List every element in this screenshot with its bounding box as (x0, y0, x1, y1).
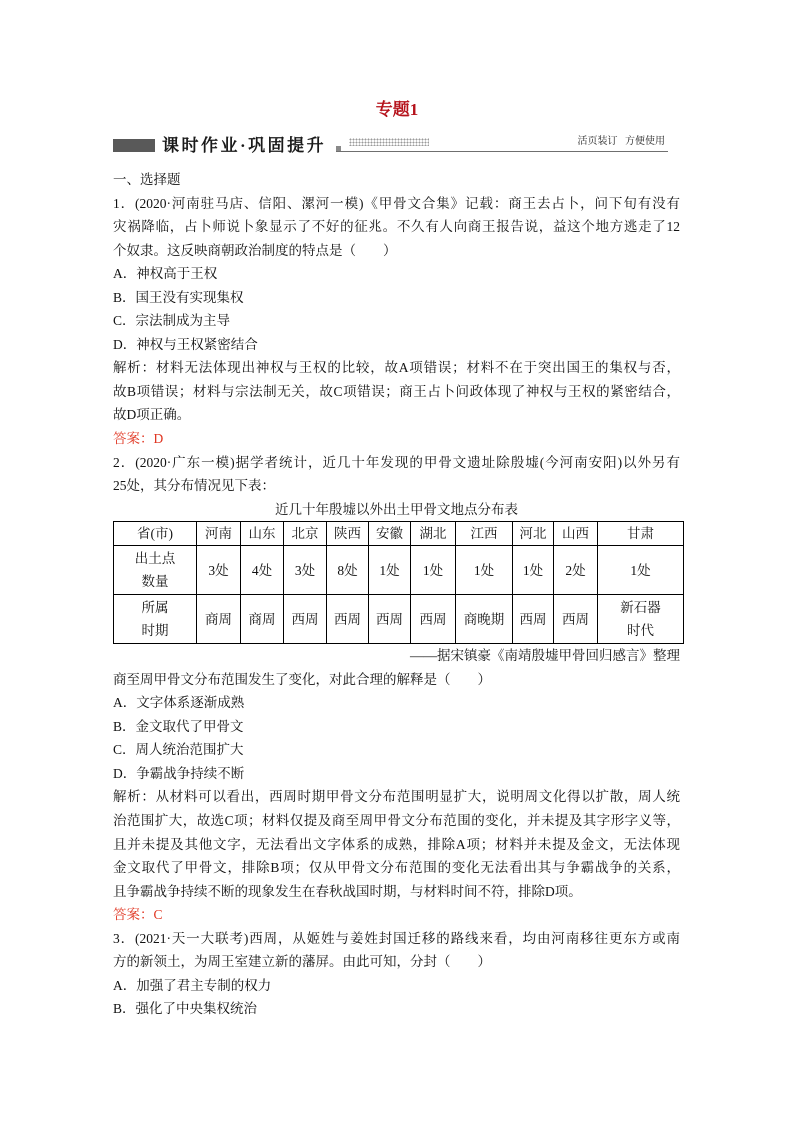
q2-analysis-line: 且争霸战争持续不断的现象发生在春秋战国时期，与材料时间不符，排除D项。 (113, 883, 582, 899)
table-header-cell: 北京 (284, 522, 327, 546)
table-row-label-cell (114, 546, 197, 595)
table-source: ——据宋镇豪《南靖殷墟甲骨回归感言》整理 (410, 648, 680, 664)
table-cell: 西周 (513, 595, 554, 644)
table-cell: 8处 (327, 546, 369, 595)
q1-stem-line: 灾祸降临，占卜师说卜象显示了不好的征兆。不久有人向商王报告说，益这个地方逃走了12 (113, 219, 680, 235)
table-cell: 3处 (197, 546, 241, 595)
table-cell: 西周 (369, 595, 411, 644)
page-title: 专题1 (375, 100, 419, 119)
table-cell: 商晚期 (456, 595, 513, 644)
table-cell: 西周 (327, 595, 369, 644)
q2-analysis-line: 治范围扩大，故选C项；材料仅提及商至周甲骨文分布范围的变化，并未提及其字形字义等， (113, 813, 680, 829)
document-body (113, 168, 680, 1021)
table-header-cell: 湖北 (411, 522, 456, 546)
table-row (114, 595, 684, 644)
table-cell: 西周 (284, 595, 327, 644)
q1-answer: 答案：D (113, 431, 164, 447)
q3-option-b: B．强化了中央集权统治 (113, 1001, 258, 1017)
table-cell: 西周 (411, 595, 456, 644)
table-row-label-cell (114, 595, 197, 644)
section-heading: 一、选择题 (113, 172, 181, 187)
q2-answer: 答案：C (113, 907, 163, 923)
table-cell: 1处 (411, 546, 456, 595)
section-banner (0, 0, 794, 160)
q2-stem-line: 25处，其分布情况见下表： (113, 478, 275, 494)
table-header-row (114, 522, 684, 546)
table-cell: 3处 (284, 546, 327, 595)
table-cell: 1处 (513, 546, 554, 595)
q1-option-d: D．神权与王权紧密结合 (113, 336, 258, 352)
table-header-cell: 甘肃 (598, 522, 684, 546)
table-cell: 1处 (456, 546, 513, 595)
q1-analysis-line: 故D项正确。 (113, 407, 191, 423)
q1-option-b: B．国王没有实现集权 (113, 289, 244, 305)
q3-stem-line: 方的新领土，为周王室建立新的藩屏。由此可知，分封（ ） (113, 954, 491, 970)
table-header-cell: 安徽 (369, 522, 411, 546)
banner-dots-pattern (349, 138, 429, 146)
table-row-label: 出土点数量 (134, 551, 176, 590)
table-row (114, 546, 684, 595)
q2-stem-line: 2．(2020·广东一模)据学者统计，近几十年发现的甲骨文遗址除殷墟(今河南安阳)以外另有 (113, 454, 680, 470)
table-header-cell: 陕西 (327, 522, 369, 546)
table-cell: 2处 (554, 546, 598, 595)
banner-label: 课时作业·巩固提升 (162, 136, 327, 155)
table-row-label: 所属时期 (141, 600, 169, 639)
banner-rule (336, 151, 668, 152)
table-cell: 4处 (241, 546, 284, 595)
table-header-cell: 江西 (456, 522, 513, 546)
q3-option-a: A．加强了君主专制的权力 (113, 977, 272, 993)
table-cell: 1处 (598, 546, 684, 595)
q3-stem-line: 3．(2021·天一大联考)西周，从姬姓与姜姓封国迁移的路线来看，均由河南移往更东方或南 (113, 930, 680, 946)
table-cell: 商周 (241, 595, 284, 644)
q1-option-c: C．宗法制成为主导 (113, 313, 231, 329)
q1-analysis-line: 故B项错误；材料与宗法制无关，故C项错误；商王占卜问政体现了神权与王权的紧密结合， (113, 383, 680, 399)
table-cell (598, 595, 684, 644)
q1-analysis-line: 解析：材料无法体现出神权与王权的比较，故A项错误；材料不在于突出国王的集权与否， (113, 360, 680, 376)
q2-option-c: C．周人统治范围扩大 (113, 742, 244, 758)
q2-option-d: D．争霸战争持续不断 (113, 765, 245, 781)
q2-option-b: B．金文取代了甲骨文 (113, 718, 244, 734)
q2-option-a: A．文字体系逐渐成熟 (113, 695, 245, 711)
q1-option-a: A．神权高于王权 (113, 266, 218, 282)
banner-note: 活页装订 方便使用 (577, 136, 665, 147)
q1-stem-line: 个奴隶。这反映商朝政治制度的特点是（ ） (113, 242, 397, 258)
banner-block (113, 139, 155, 152)
table-cell: 商周 (197, 595, 241, 644)
table-cell: 西周 (554, 595, 598, 644)
table-header-cell: 河北 (513, 522, 554, 546)
table-header-cell: 河南 (197, 522, 241, 546)
q2-analysis-line: 金文取代了甲骨文，排除B项；仅从甲骨文分布范围的变化无法看出其与争霸战争的关系， (113, 860, 680, 876)
table-title: 近几十年殷墟以外出土甲骨文地点分布表 (275, 501, 518, 517)
table-header-cell: 省(市) (114, 522, 197, 546)
q1-stem-line: 1．(2020·河南驻马店、信阳、漯河一模)《甲骨文合集》记载：商王去占卜，问下旬有没有 (113, 195, 680, 211)
q2-analysis-line: 且并未提及其他文字，无法看出文字体系的成熟，排除A项；材料并未提及金文，无法体现 (113, 836, 680, 852)
table-header-cell: 山东 (241, 522, 284, 546)
table-header-cell: 山西 (554, 522, 598, 546)
table-cell-text: 新石器时代 (620, 600, 661, 639)
q2-analysis-line: 解析：从材料可以看出，西周时期甲骨文分布范围明显扩大，说明周文化得以扩散，周人统 (113, 789, 680, 805)
q2-prompt: 商至周甲骨文分布范围发生了变化，对此合理的解释是（ ） (113, 671, 491, 687)
distribution-table (113, 521, 684, 644)
table-cell: 1处 (369, 546, 411, 595)
